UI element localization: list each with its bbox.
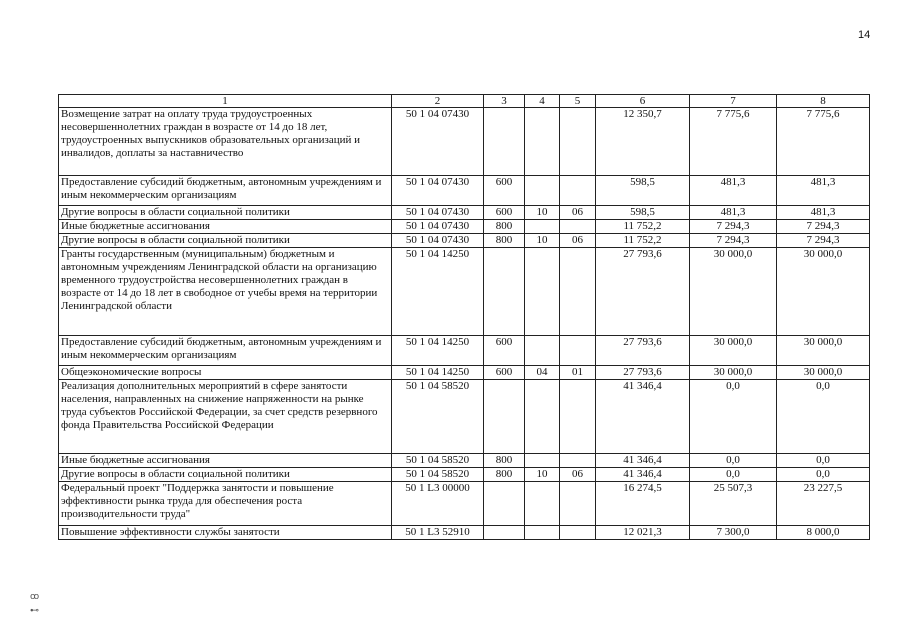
row-value-7: 7 300,0 (690, 526, 777, 540)
table-row (59, 366, 870, 380)
row-value-7: 0,0 (690, 468, 777, 482)
row-value-8: 481,3 (777, 206, 870, 220)
table-row (59, 108, 870, 176)
row-value-7: 7 294,3 (690, 220, 777, 234)
column-header: 8 (777, 95, 870, 108)
row-rz: 04 (525, 366, 560, 380)
table-row (59, 482, 870, 526)
table-header-row (59, 95, 870, 108)
row-name: Повышение эффективности службы занятости (59, 526, 392, 540)
row-code: 50 1 04 58520 (392, 454, 484, 468)
row-value-8: 30 000,0 (777, 336, 870, 366)
row-rz (525, 526, 560, 540)
row-name: Иные бюджетные ассигнования (59, 220, 392, 234)
column-header: 7 (690, 95, 777, 108)
row-name: Другие вопросы в области социальной политики (59, 206, 392, 220)
row-value-6: 12 350,7 (596, 108, 690, 176)
row-value-7: 0,0 (690, 380, 777, 454)
row-vr: 600 (484, 336, 525, 366)
row-value-8: 481,3 (777, 176, 870, 206)
row-name: Иные бюджетные ассигнования (59, 454, 392, 468)
row-value-6: 41 346,4 (596, 468, 690, 482)
row-code: 50 1 04 14250 (392, 336, 484, 366)
row-code: 50 1 04 07430 (392, 206, 484, 220)
row-value-7: 30 000,0 (690, 248, 777, 336)
row-name: Реализация дополнительных мероприятий в сфере занятости населения, направленных на снижение напряженности на рынке труда субъектов Российской Федерации, за счет средств резервного фонда Правительства Российской Федерации (59, 380, 392, 454)
row-rz (525, 454, 560, 468)
row-name: Предоставление субсидий бюджетным, автономным учреждениям и иным некоммерческим организациям (59, 336, 392, 366)
column-header: 6 (596, 95, 690, 108)
row-value-6: 11 752,2 (596, 220, 690, 234)
column-header: 2 (392, 95, 484, 108)
row-vr: 600 (484, 206, 525, 220)
row-pr (560, 220, 596, 234)
row-vr (484, 482, 525, 526)
row-value-7: 7 775,6 (690, 108, 777, 176)
row-code: 50 1 04 14250 (392, 366, 484, 380)
table-row (59, 468, 870, 482)
page-number: 14 (858, 29, 871, 41)
row-value-7: 481,3 (690, 206, 777, 220)
row-name: Гранты государственным (муниципальным) бюджетным и автономным учреждениям Ленинградской области на организацию временного трудоустройства несовершеннолетних граждан в возрасте от 14 до 18 лет в свободное от учебы время на территории Ленинградской области (59, 248, 392, 336)
row-rz (525, 108, 560, 176)
row-value-8: 30 000,0 (777, 366, 870, 380)
row-pr: 06 (560, 206, 596, 220)
row-vr (484, 526, 525, 540)
column-header: 4 (525, 95, 560, 108)
row-value-7: 481,3 (690, 176, 777, 206)
row-value-7: 25 507,3 (690, 482, 777, 526)
row-code: 50 1 L3 52910 (392, 526, 484, 540)
row-code: 50 1 04 07430 (392, 108, 484, 176)
row-rz (525, 176, 560, 206)
row-name: Другие вопросы в области социальной политики (59, 468, 392, 482)
row-rz (525, 380, 560, 454)
row-value-8: 23 227,5 (777, 482, 870, 526)
row-vr (484, 248, 525, 336)
row-vr: 800 (484, 468, 525, 482)
row-pr (560, 380, 596, 454)
row-name: Федеральный проект "Поддержка занятости и повышение эффективности рынка труда для обеспечения роста производительности труда" (59, 482, 392, 526)
row-value-8: 7 775,6 (777, 108, 870, 176)
row-code: 50 1 L3 00000 (392, 482, 484, 526)
row-pr (560, 176, 596, 206)
scan-mark: ꝏ (30, 592, 40, 602)
column-header: 5 (560, 95, 596, 108)
row-value-8: 30 000,0 (777, 248, 870, 336)
row-vr: 600 (484, 366, 525, 380)
row-value-8: 0,0 (777, 380, 870, 454)
row-code: 50 1 04 07430 (392, 234, 484, 248)
row-pr (560, 482, 596, 526)
row-value-6: 27 793,6 (596, 366, 690, 380)
row-code: 50 1 04 14250 (392, 248, 484, 336)
row-value-8: 0,0 (777, 454, 870, 468)
row-value-8: 7 294,3 (777, 234, 870, 248)
row-code: 50 1 04 07430 (392, 220, 484, 234)
row-name: Общеэкономические вопросы (59, 366, 392, 380)
row-pr: 06 (560, 468, 596, 482)
row-pr (560, 248, 596, 336)
row-value-8: 8 000,0 (777, 526, 870, 540)
row-rz: 10 (525, 234, 560, 248)
table-row (59, 176, 870, 206)
row-value-7: 0,0 (690, 454, 777, 468)
row-value-6: 12 021,3 (596, 526, 690, 540)
row-value-6: 598,5 (596, 206, 690, 220)
row-value-6: 27 793,6 (596, 248, 690, 336)
row-rz (525, 220, 560, 234)
row-value-7: 7 294,3 (690, 234, 777, 248)
row-pr (560, 526, 596, 540)
budget-table (58, 94, 870, 540)
row-rz (525, 248, 560, 336)
row-vr (484, 380, 525, 454)
row-vr (484, 108, 525, 176)
row-name: Другие вопросы в области социальной политики (59, 234, 392, 248)
row-value-8: 7 294,3 (777, 220, 870, 234)
row-pr (560, 336, 596, 366)
row-rz: 10 (525, 206, 560, 220)
row-rz: 10 (525, 468, 560, 482)
row-value-7: 30 000,0 (690, 366, 777, 380)
table-row (59, 336, 870, 366)
table-row (59, 526, 870, 540)
row-pr (560, 108, 596, 176)
scan-mark: ⊷ (30, 606, 39, 616)
row-value-6: 16 274,5 (596, 482, 690, 526)
row-value-6: 41 346,4 (596, 454, 690, 468)
table-row (59, 248, 870, 336)
row-value-6: 41 346,4 (596, 380, 690, 454)
row-rz (525, 336, 560, 366)
table-row (59, 206, 870, 220)
table-row (59, 380, 870, 454)
row-value-8: 0,0 (777, 468, 870, 482)
row-vr: 800 (484, 220, 525, 234)
row-code: 50 1 04 07430 (392, 176, 484, 206)
row-code: 50 1 04 58520 (392, 380, 484, 454)
row-pr: 06 (560, 234, 596, 248)
row-vr: 800 (484, 234, 525, 248)
row-name: Возмещение затрат на оплату труда трудоустроенных несовершеннолетних граждан в возрасте от 14 до 18 лет, трудоустроенных выпускников образовательных организаций и инвалидов, доплаты за наставничество (59, 108, 392, 176)
row-code: 50 1 04 58520 (392, 468, 484, 482)
row-value-6: 27 793,6 (596, 336, 690, 366)
row-pr (560, 454, 596, 468)
column-header: 1 (59, 95, 392, 108)
row-value-7: 30 000,0 (690, 336, 777, 366)
row-rz (525, 482, 560, 526)
table-row (59, 234, 870, 248)
row-vr: 800 (484, 454, 525, 468)
row-pr: 01 (560, 366, 596, 380)
column-header: 3 (484, 95, 525, 108)
row-name: Предоставление субсидий бюджетным, автономным учреждениям и иным некоммерческим организациям (59, 176, 392, 206)
row-value-6: 598,5 (596, 176, 690, 206)
row-value-6: 11 752,2 (596, 234, 690, 248)
table-row (59, 454, 870, 468)
row-vr: 600 (484, 176, 525, 206)
table-row (59, 220, 870, 234)
